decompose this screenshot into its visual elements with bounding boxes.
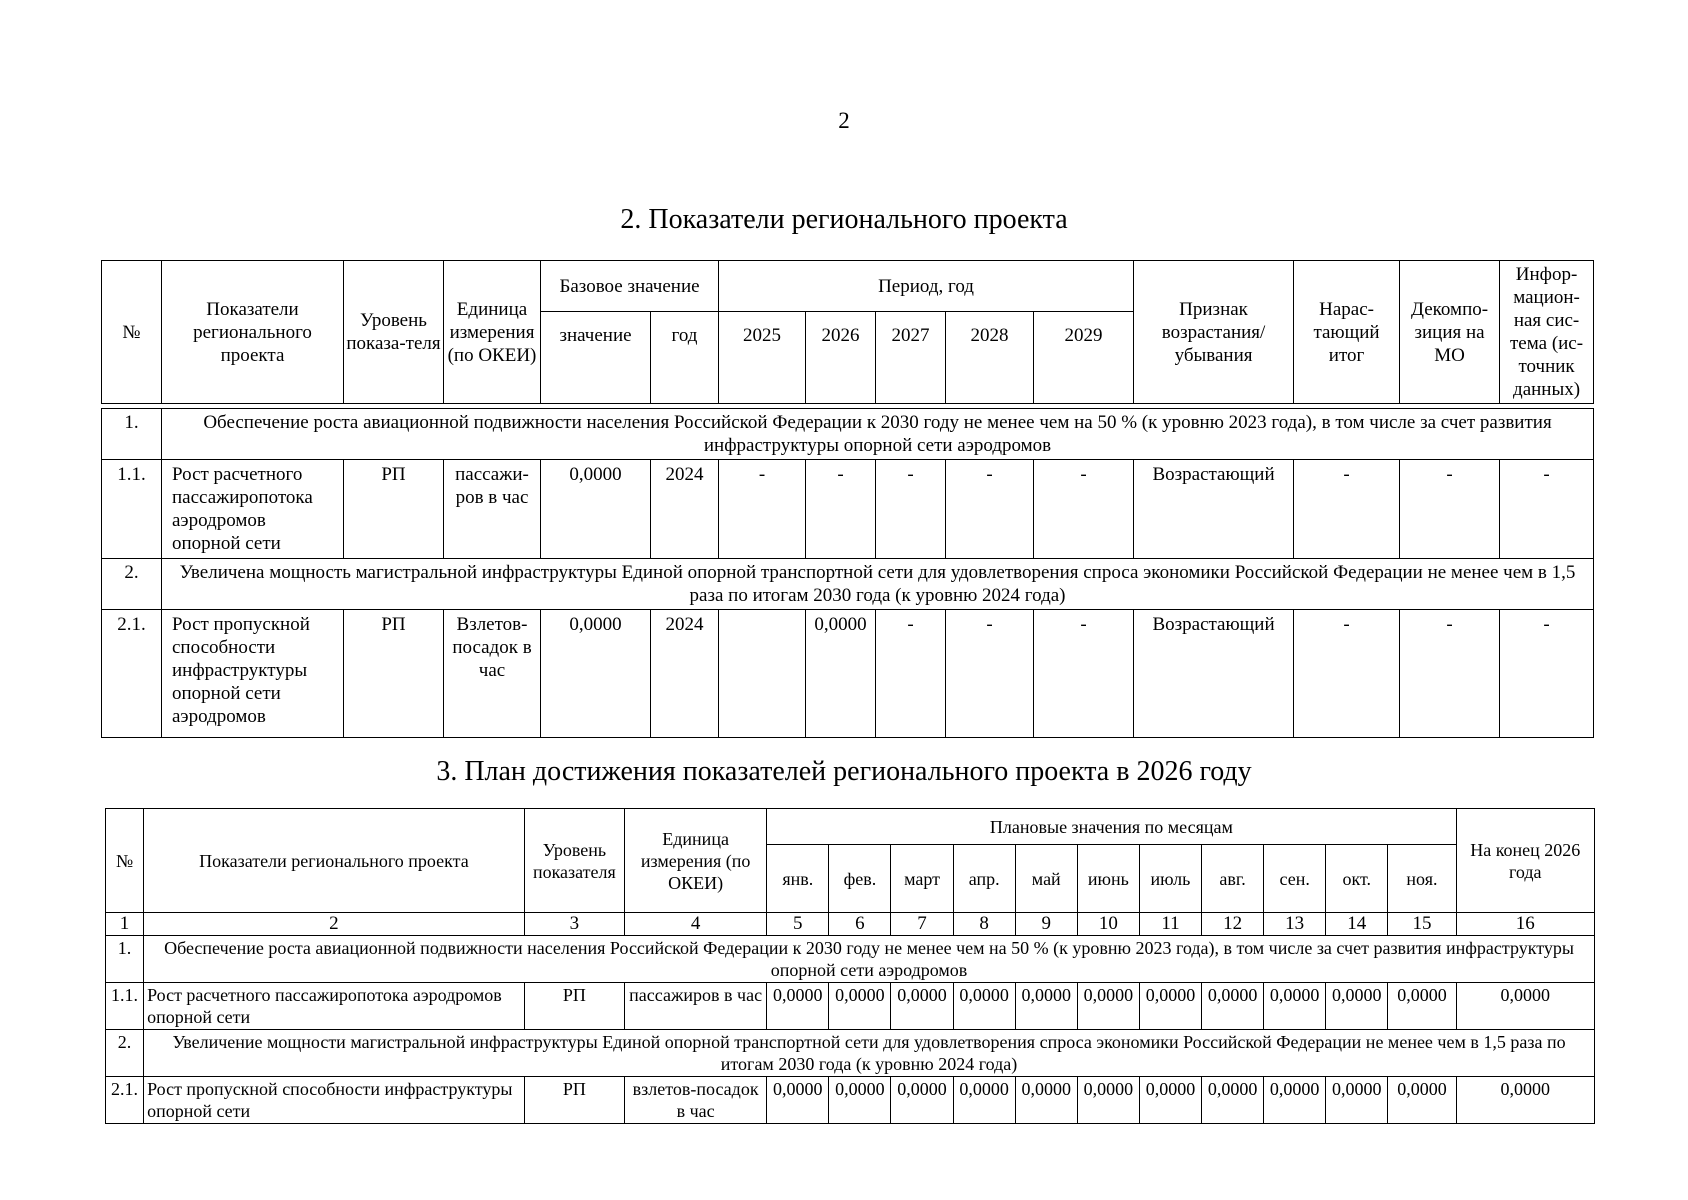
column-numbers-row [106, 913, 1595, 936]
indicators-table [101, 260, 1594, 738]
header-num: № [102, 261, 162, 404]
col-number: 1 [106, 913, 144, 936]
col-number: 9 [1015, 913, 1077, 936]
row-info-system: - [1500, 610, 1594, 738]
row-unit: пассажи-ров в час [444, 460, 541, 559]
header-unit: Единица измерения (по ОКЕИ) [444, 261, 541, 404]
header-base-year: год [651, 312, 719, 404]
header-year-2025: 2025 [719, 312, 806, 404]
row-level: РП [524, 1077, 624, 1124]
header-monthly: Плановые значения по месяцам [767, 809, 1456, 845]
row-indicator-name: Рост пропускной способности инфраструктуры опорной сети [144, 1077, 525, 1124]
col-number: 10 [1077, 913, 1139, 936]
row-value-apr: 0,0000 [953, 1077, 1015, 1124]
row-level: РП [344, 610, 444, 738]
row-value-jun: 0,0000 [1077, 1077, 1139, 1124]
header-year-2029: 2029 [1034, 312, 1134, 404]
goal-text: Обеспечение роста авиационной подвижности населения Российской Федерации к 2030 году не менее чем на 50 % (к уровню 2023 года), в том числе за счет развития инфраструктуры опорной сети аэродромов [162, 409, 1594, 460]
row-num: 1.1. [102, 460, 162, 559]
row-year-2027: - [876, 610, 946, 738]
row-value-nov: 0,0000 [1388, 1077, 1456, 1124]
header-level: Уровень показателя [524, 809, 624, 913]
plan-table [105, 808, 1595, 1124]
row-level: РП [524, 983, 624, 1030]
row-cumulative: - [1294, 610, 1400, 738]
header-month-sep: сен. [1264, 845, 1326, 913]
col-number: 14 [1326, 913, 1388, 936]
header-indicator: Показатели регионального проекта [162, 261, 344, 404]
row-value-jan: 0,0000 [767, 1077, 829, 1124]
row-value-may: 0,0000 [1015, 983, 1077, 1030]
row-info-system: - [1500, 460, 1594, 559]
header-unit: Единица измерения (по ОКЕИ) [624, 809, 766, 913]
header-year-2027: 2027 [876, 312, 946, 404]
row-value-may: 0,0000 [1015, 1077, 1077, 1124]
row-level: РП [344, 460, 444, 559]
row-year-2029: - [1034, 610, 1134, 738]
table-row [106, 1077, 1595, 1124]
row-value-mar: 0,0000 [891, 1077, 953, 1124]
row-year-2026: - [806, 460, 876, 559]
row-indicator-name: Рост пропускной способности инфраструктуры опорной сети аэродромов [162, 610, 344, 738]
goal-num: 2. [102, 559, 162, 610]
row-base-value: 0,0000 [541, 610, 651, 738]
col-number: 2 [144, 913, 525, 936]
header-num: № [106, 809, 144, 913]
header-month-jul: июль [1139, 845, 1201, 913]
col-number: 16 [1456, 913, 1594, 936]
col-number: 6 [829, 913, 891, 936]
col-number: 11 [1139, 913, 1201, 936]
header-month-oct: окт. [1326, 845, 1388, 913]
col-number: 15 [1388, 913, 1456, 936]
row-value-jan: 0,0000 [767, 983, 829, 1030]
row-indicator-name: Рост расчетного пассажиропотока аэродромов опорной сети [144, 983, 525, 1030]
row-value-aug: 0,0000 [1202, 1077, 1264, 1124]
goal-num: 1. [106, 936, 144, 983]
table-row [106, 983, 1595, 1030]
row-year-2025 [719, 610, 806, 738]
row-year-2028: - [946, 610, 1034, 738]
row-year-2028: - [946, 460, 1034, 559]
row-value-oct: 0,0000 [1326, 1077, 1388, 1124]
row-value-mar: 0,0000 [891, 983, 953, 1030]
table-row [102, 460, 1594, 559]
goal-row [102, 559, 1594, 610]
header-month-nov: ноя. [1388, 845, 1456, 913]
row-value-feb: 0,0000 [829, 1077, 891, 1124]
row-base-value: 0,0000 [541, 460, 651, 559]
row-cumulative: - [1294, 460, 1400, 559]
header-base-value: значение [541, 312, 651, 404]
table-row [102, 610, 1594, 738]
header-month-apr: апр. [953, 845, 1015, 913]
row-year-end: 0,0000 [1456, 1077, 1594, 1124]
header-month-may: май [1015, 845, 1077, 913]
header-info-system: Инфор-мацион-ная сис-тема (ис-точник данных) [1500, 261, 1594, 404]
row-value-sep: 0,0000 [1264, 1077, 1326, 1124]
row-sign: Возрастающий [1134, 460, 1294, 559]
header-month-jun: июнь [1077, 845, 1139, 913]
header-month-jan: янв. [767, 845, 829, 913]
row-value-jul: 0,0000 [1139, 983, 1201, 1030]
col-number: 12 [1202, 913, 1264, 936]
row-year-2029: - [1034, 460, 1134, 559]
row-sign: Возрастающий [1134, 610, 1294, 738]
row-value-jul: 0,0000 [1139, 1077, 1201, 1124]
header-level: Уровень показа-теля [344, 261, 444, 404]
row-value-aug: 0,0000 [1202, 983, 1264, 1030]
header-cumulative: Нарас-тающий итог [1294, 261, 1400, 404]
row-num: 1.1. [106, 983, 144, 1030]
goal-text: Увеличена мощность магистральной инфраструктуры Единой опорной транспортной сети для удовлетворения спроса экономики Российской Федерации не менее чем в 1,5 раза по итогам 2030 года (к уровню 2024 года) [162, 559, 1594, 610]
row-unit: взлетов-посадок в час [624, 1077, 766, 1124]
header-month-aug: авг. [1202, 845, 1264, 913]
row-unit: пассажиров в час [624, 983, 766, 1030]
row-value-apr: 0,0000 [953, 983, 1015, 1030]
row-value-oct: 0,0000 [1326, 983, 1388, 1030]
row-num: 2.1. [106, 1077, 144, 1124]
row-year-2027: - [876, 460, 946, 559]
row-year-end: 0,0000 [1456, 983, 1594, 1030]
page-number: 2 [838, 108, 850, 133]
row-value-feb: 0,0000 [829, 983, 891, 1030]
section-title-indicators: 2. Показатели регионального проекта [620, 204, 1068, 235]
row-year-2026: 0,0000 [806, 610, 876, 738]
col-number: 7 [891, 913, 953, 936]
row-decomposition: - [1400, 610, 1500, 738]
goal-num: 2. [106, 1030, 144, 1077]
header-year-end: На конец 2026 года [1456, 809, 1594, 913]
header-year-2028: 2028 [946, 312, 1034, 404]
header-month-feb: фев. [829, 845, 891, 913]
header-decomposition: Декомпо-зиция на МО [1400, 261, 1500, 404]
row-num: 2.1. [102, 610, 162, 738]
section-title-plan: 3. План достижения показателей регионального проекта в 2026 году [436, 756, 1252, 787]
goal-row [102, 409, 1594, 460]
col-number: 3 [524, 913, 624, 936]
goal-row [106, 1030, 1595, 1077]
row-base-year: 2024 [651, 610, 719, 738]
goal-num: 1. [102, 409, 162, 460]
header-base: Базовое значение [541, 261, 719, 312]
col-number: 5 [767, 913, 829, 936]
header-sign: Признак возрастания/ убывания [1134, 261, 1294, 404]
row-decomposition: - [1400, 460, 1500, 559]
row-base-year: 2024 [651, 460, 719, 559]
row-year-2025: - [719, 460, 806, 559]
header-year-2026: 2026 [806, 312, 876, 404]
header-indicator: Показатели регионального проекта [144, 809, 525, 913]
col-number: 4 [624, 913, 766, 936]
row-indicator-name: Рост расчетного пассажиропотока аэродромов опорной сети [162, 460, 344, 559]
row-value-nov: 0,0000 [1388, 983, 1456, 1030]
col-number: 13 [1264, 913, 1326, 936]
header-period: Период, год [719, 261, 1134, 312]
row-value-jun: 0,0000 [1077, 983, 1139, 1030]
goal-text: Увеличение мощности магистральной инфраструктуры Единой опорной транспортной сети для удовлетворения спроса экономики Российской Федерации не менее чем в 1,5 раза по итогам 2030 года (к уровню 2024 года) [144, 1030, 1595, 1077]
header-month-mar: март [891, 845, 953, 913]
goal-row [106, 936, 1595, 983]
col-number: 8 [953, 913, 1015, 936]
row-value-sep: 0,0000 [1264, 983, 1326, 1030]
row-unit: Взлетов-посадок в час [444, 610, 541, 738]
goal-text: Обеспечение роста авиационной подвижности населения Российской Федерации к 2030 году не менее чем на 50 % (к уровню 2023 года), в том числе за счет развития инфраструктуры опорной сети аэродромов [144, 936, 1595, 983]
